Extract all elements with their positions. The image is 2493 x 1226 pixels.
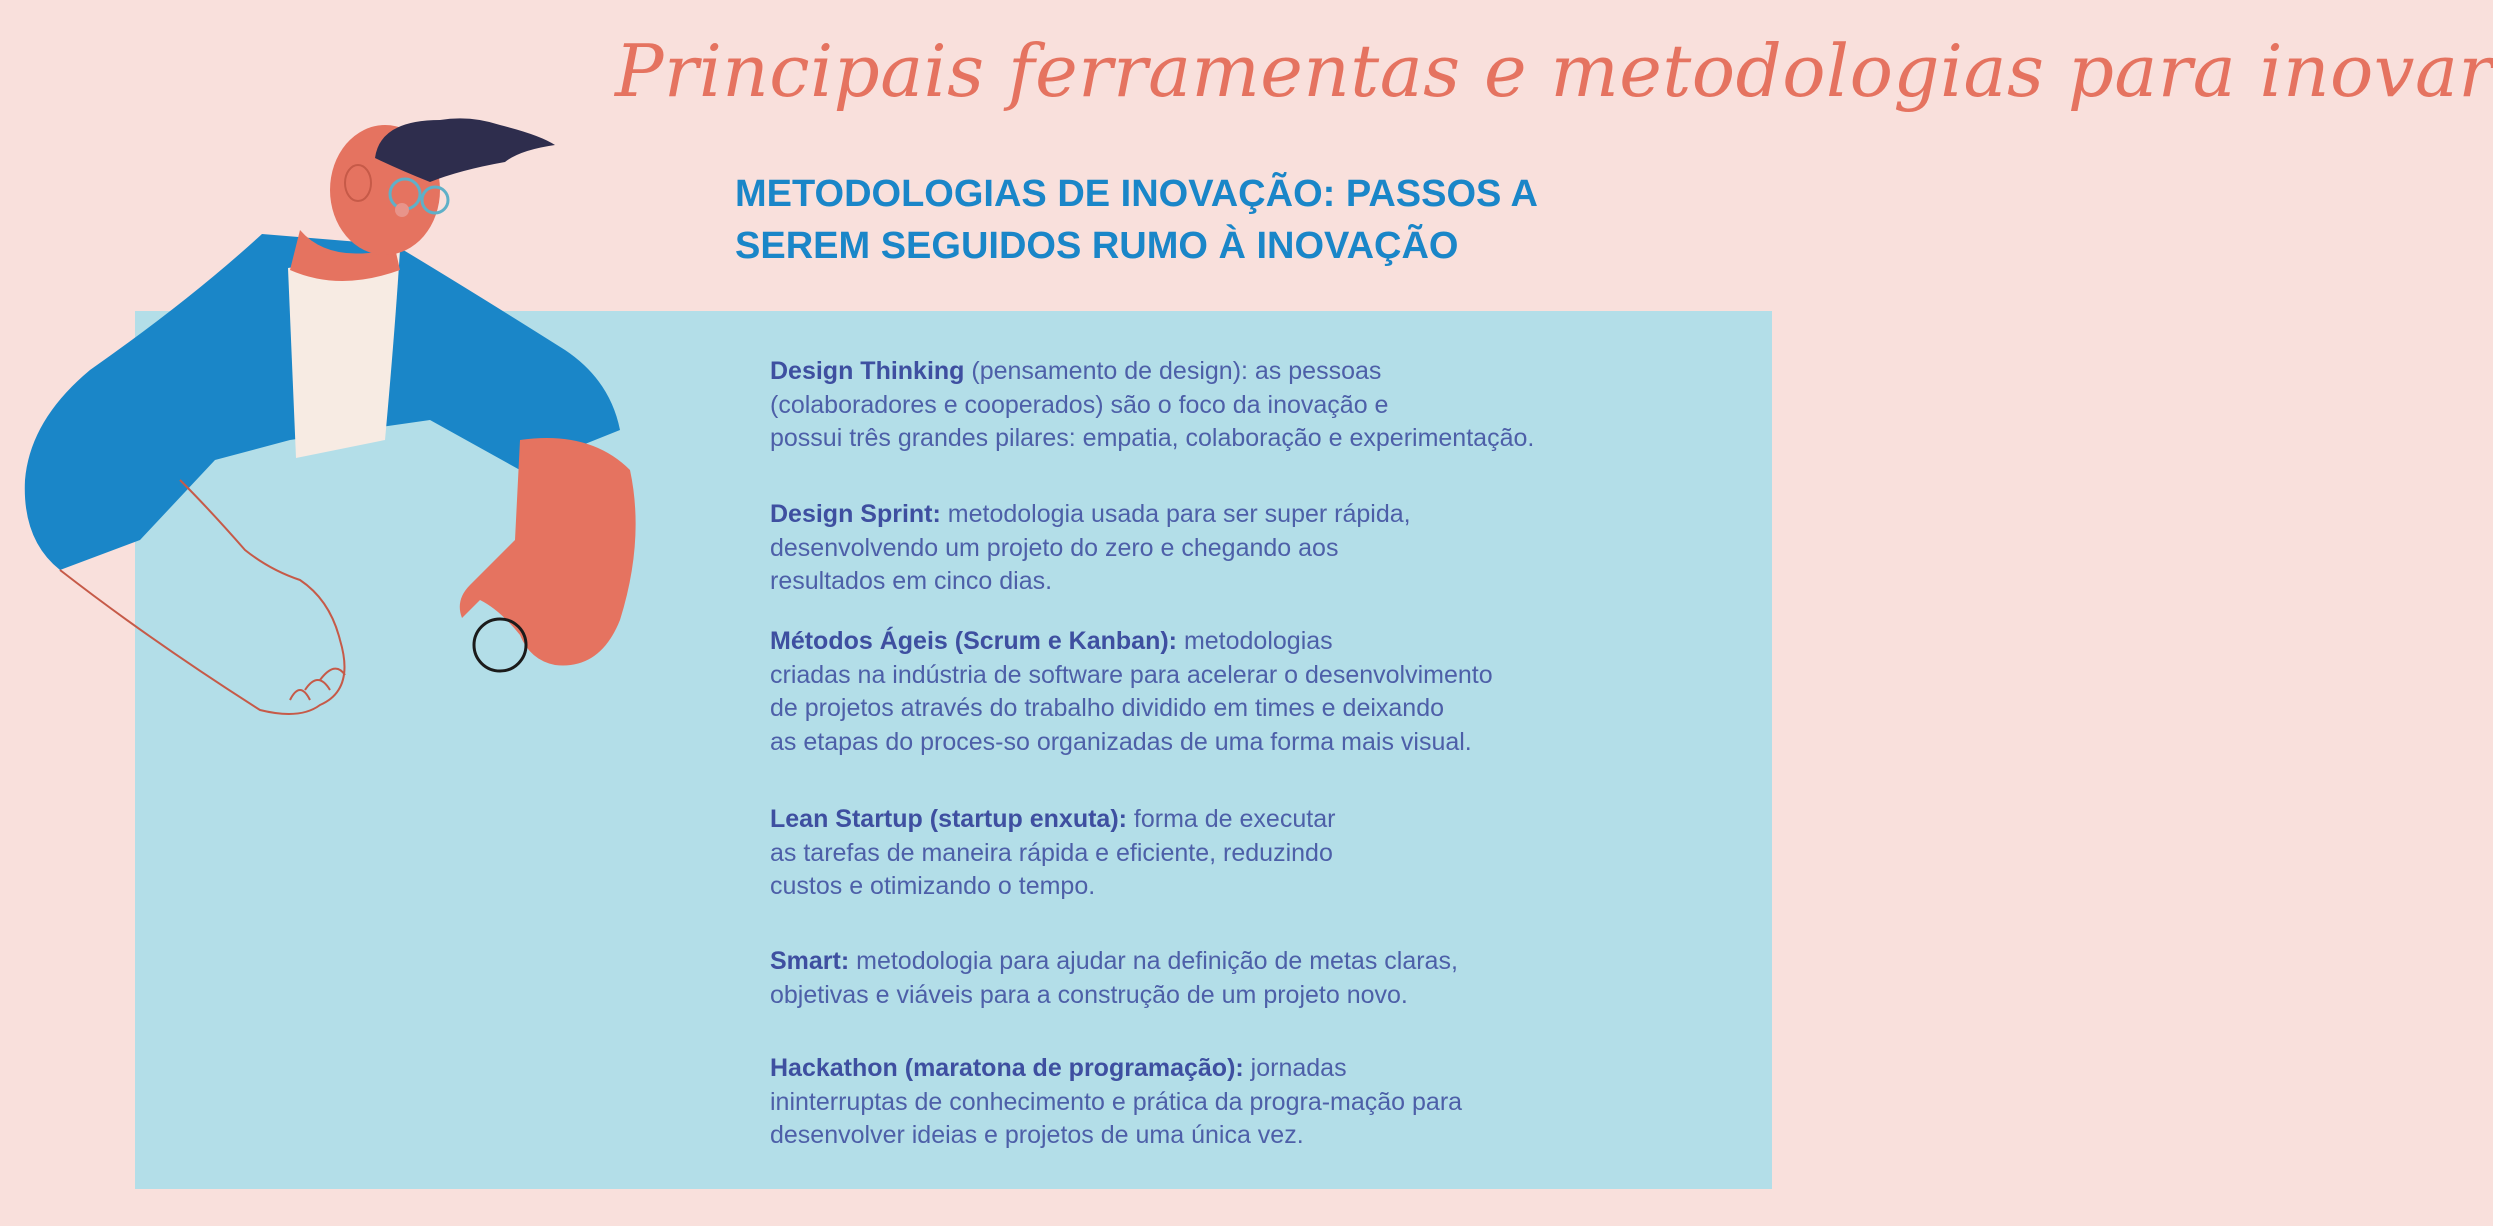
list-item-smart bbox=[770, 945, 1770, 1012]
item-line: forma de executar bbox=[1126, 805, 1336, 833]
item-line: desenvolver ideias e projetos de uma única vez. bbox=[770, 1121, 1304, 1149]
item-line: de projetos através do trabalho dividido em times e deixando bbox=[770, 694, 1445, 722]
item-line: criadas na indústria de software para acelerar o desenvolvimento bbox=[770, 660, 1493, 689]
item-term: Design Sprint: bbox=[770, 500, 941, 528]
item-line: objetivas e viáveis para a construção de um projeto novo. bbox=[770, 980, 1408, 1009]
item-term: Design Thinking bbox=[770, 357, 965, 385]
item-term: Lean Startup (startup enxuta): bbox=[770, 805, 1127, 833]
item-line: as etapas do proces-so organizadas de uma forma mais visual. bbox=[770, 727, 1472, 756]
script-title: Principais ferramentas e metodologias para inovar bbox=[615, 29, 2493, 113]
item-line: metodologias bbox=[1177, 627, 1333, 655]
list-item-design-thinking bbox=[770, 355, 1770, 456]
cheek-blush bbox=[395, 203, 409, 217]
shirt-shape bbox=[288, 250, 400, 458]
item-line: (pensamento de design): as pessoas bbox=[964, 357, 1382, 385]
item-line: resultados em cinco dias. bbox=[770, 567, 1053, 595]
section-title-line-1: METODOLOGIAS DE INOVAÇÃO: PASSOS A bbox=[735, 173, 1538, 215]
item-line: (colaboradores e cooperados) são o foco da inovação e bbox=[770, 390, 1389, 419]
ear-shape bbox=[345, 165, 371, 201]
item-line: desenvolvendo um projeto do zero e chegando aos bbox=[770, 533, 1339, 562]
item-term: Smart: bbox=[770, 947, 850, 975]
item-term: Métodos Ágeis (Scrum e Kanban): bbox=[770, 627, 1177, 655]
item-line: as tarefas de maneira rápida e eficiente, reduzindo bbox=[770, 838, 1333, 867]
list-item-hackathon bbox=[770, 1052, 1770, 1153]
item-line: custos e otimizando o tempo. bbox=[770, 872, 1096, 900]
section-title bbox=[735, 168, 1735, 272]
right-hand-shape bbox=[460, 438, 636, 665]
item-line: ininterruptas de conhecimento e prática da progra-mação para bbox=[770, 1087, 1463, 1116]
list-item-lean-startup bbox=[770, 803, 1770, 904]
item-line: jornadas bbox=[1243, 1054, 1347, 1082]
item-line: possui três grandes pilares: empatia, colaboração e experimentação. bbox=[770, 424, 1535, 452]
section-title-line-2: SEREM SEGUIDOS RUMO À INOVAÇÃO bbox=[735, 225, 1459, 267]
list-item-metodos-ageis bbox=[770, 625, 1770, 759]
item-line: metodologia usada para ser super rápida, bbox=[940, 500, 1411, 528]
ring-circle bbox=[474, 619, 526, 671]
item-term: Hackathon (maratona de programação): bbox=[770, 1054, 1244, 1082]
item-line: metodologia para ajudar na definição de metas claras, bbox=[849, 947, 1458, 975]
list-item-design-sprint bbox=[770, 498, 1770, 599]
person-with-glasses-illustration bbox=[0, 0, 700, 760]
